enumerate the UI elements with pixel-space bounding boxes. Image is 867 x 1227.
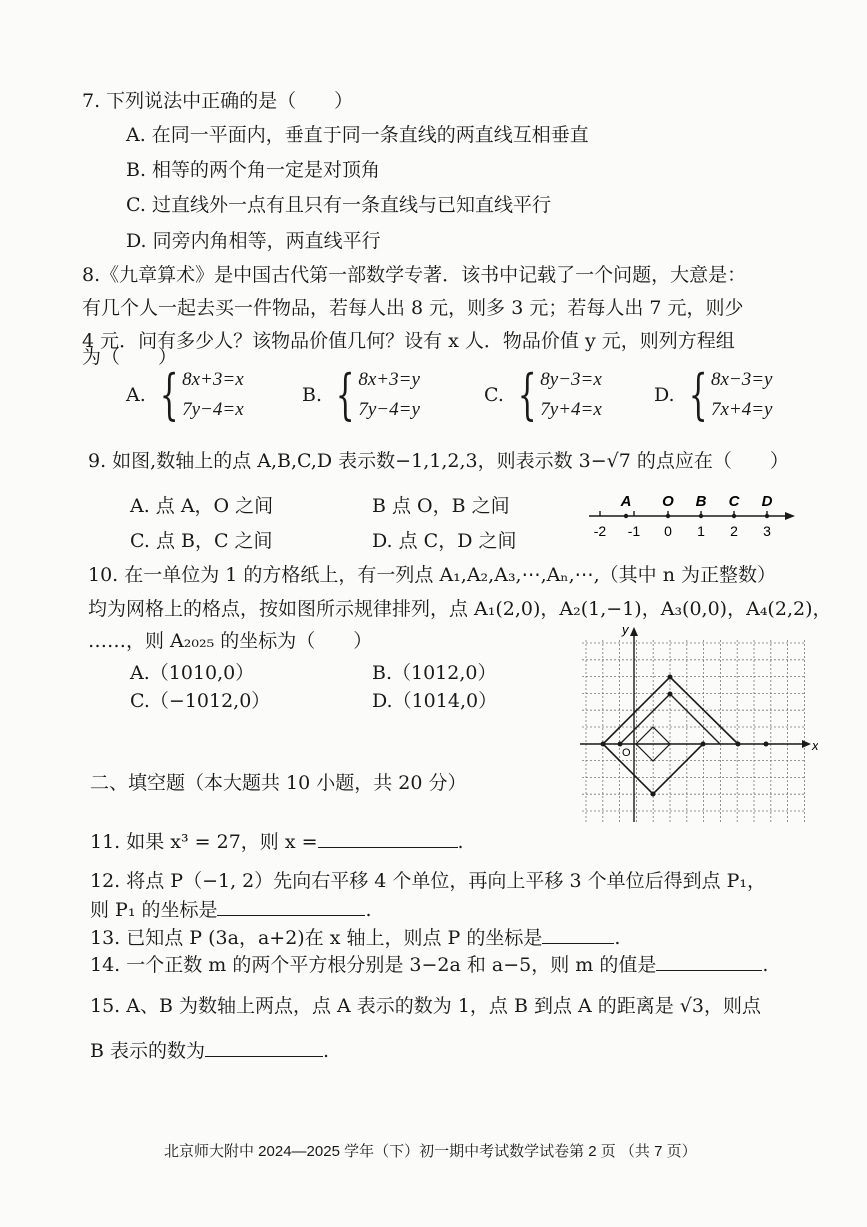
q8-option-a-eq1: 8x+3=x xyxy=(182,369,244,390)
tick-label: -1 xyxy=(627,523,641,539)
q8-option-b xyxy=(302,365,420,425)
q7-option-b: B. 相等的两个角一定是对顶角 xyxy=(126,159,381,181)
grid-point xyxy=(651,792,656,797)
q8-option-a-eq2: 7y−4=x xyxy=(182,399,244,420)
q11-end: . xyxy=(457,831,464,853)
q8-option-a-label: A. xyxy=(126,384,146,406)
x-axis-label: x xyxy=(812,738,818,753)
q11 xyxy=(90,827,464,854)
q8-line-3: 4 元．问有多少人？该物品价值几何？设有 x 人．物品价值 y 元，则列方程组 xyxy=(82,330,735,352)
q13-end: . xyxy=(614,927,621,949)
q7-option-c: C. 过直线外一点有且只有一条直线与已知直线平行 xyxy=(126,194,551,216)
q14-answer-blank[interactable] xyxy=(656,952,762,971)
grid-point xyxy=(764,742,769,747)
q12-line-1: 12. 将点 P（−1, 2）先向右平移 4 个单位，再向上平移 3 个单位后得到点 P₁， xyxy=(90,870,767,892)
q10-line-3: ……，则 A₂₀₂₅ 的坐标为（ ） xyxy=(88,630,373,652)
q7-option-a: A. 在同一平面内，垂直于同一条直线的两直线互相垂直 xyxy=(126,124,589,146)
q11-text: 11. 如果 x³ = 27，则 x = xyxy=(90,831,318,853)
brace-icon: { xyxy=(335,363,355,426)
q7-option-d: D. 同旁内角相等，两直线平行 xyxy=(126,230,381,252)
q8-option-c-label: C. xyxy=(484,384,504,406)
q8-option-c-eq2: 7y+4=x xyxy=(540,399,602,420)
q13-answer-blank[interactable] xyxy=(542,925,614,944)
q8-option-b-eq2: 7y−4=y xyxy=(358,399,420,420)
q8-option-d-label: D. xyxy=(654,384,675,406)
brace-icon: { xyxy=(517,363,537,426)
q8-option-b-label: B. xyxy=(302,384,323,406)
q8-option-d-eq1: 8x−3=y xyxy=(710,369,773,390)
q14 xyxy=(90,950,768,977)
arrow-right-icon xyxy=(785,512,795,520)
q8-line-2: 有几个人一起去买一件物品，若每人出 8 元，则多 3 元；若每人出 7 元，则少 xyxy=(82,297,744,319)
q9-option-b: B 点 O，B 之间 xyxy=(372,495,510,517)
q8-option-c-eq1: 8y−3=x xyxy=(540,369,602,390)
tick-label: -2 xyxy=(593,523,607,539)
q8-line-4: 为（ ） xyxy=(82,346,178,368)
section-title: 二、填空题（本大题共 10 小题，共 20 分） xyxy=(90,772,467,794)
q8-option-c xyxy=(484,365,602,425)
q12-line-2 xyxy=(90,895,372,922)
q14-end: . xyxy=(762,954,769,976)
q8-option-b-eq1: 8x+3=y xyxy=(358,369,420,390)
q10-option-a: A.（1010,0） xyxy=(130,662,255,684)
grid-point xyxy=(618,742,623,747)
tick-label: 1 xyxy=(697,523,705,539)
q13-text: 13. 已知点 P (3a，a+2)在 x 轴上，则点 P 的坐标是 xyxy=(90,927,543,949)
q8-option-d xyxy=(654,365,772,425)
q9-option-a: A. 点 A，O 之间 xyxy=(130,495,274,517)
arrow-up-icon xyxy=(630,627,638,636)
q7-stem: 7. 下列说法中正确的是（ ） xyxy=(82,90,354,112)
q12-text: 则 P₁ 的坐标是 xyxy=(90,899,218,921)
q9-option-d: D. 点 C，D 之间 xyxy=(372,530,517,552)
q15-answer-blank[interactable] xyxy=(205,1038,323,1057)
point-label-o: O xyxy=(662,493,674,510)
q9-stem: 9. 如图,数轴上的点 A,B,C,D 表示数−1,1,2,3，则表示数 3−√7 的点应在（ ） xyxy=(88,450,789,472)
number-line-figure xyxy=(585,488,800,544)
grid-point xyxy=(601,742,606,747)
q15-line-2 xyxy=(90,1036,329,1063)
brace-icon: { xyxy=(688,363,708,426)
q11-answer-blank[interactable] xyxy=(318,829,458,848)
arrow-right-icon xyxy=(802,740,811,748)
tick-label: 0 xyxy=(664,523,672,539)
q12-end: . xyxy=(365,899,372,921)
q9-option-c: C. 点 B，C 之间 xyxy=(130,530,273,552)
q15-end: . xyxy=(323,1040,330,1062)
point-label-a: A xyxy=(620,493,632,510)
q10-option-d: D.（1014,0） xyxy=(372,690,498,712)
point-label-d: D xyxy=(761,493,773,510)
q8-line-1: 8.《九章算术》是中国古代第一部数学专著．该书中记载了一个问题，大意是： xyxy=(82,264,747,286)
number-line-point xyxy=(732,514,736,518)
number-line-point xyxy=(699,514,703,518)
q15-line-1: 15. A、B 为数轴上两点，点 A 表示的数为 1，点 B 到点 A 的距离是 √3，则点 xyxy=(90,995,761,1017)
number-line-point xyxy=(666,514,670,518)
tick-label: 2 xyxy=(730,523,738,539)
number-line-point xyxy=(624,514,628,518)
q8-option-d-eq2: 7x+4=y xyxy=(710,399,773,420)
q10-line-2: 均为网格上的格点，按如图所示规律排列，点 A₁(2,0)，A₂(1,−1)，A₃(0,0)，A₄(2,2)， xyxy=(88,598,832,620)
q10-option-b: B.（1012,0） xyxy=(372,662,497,684)
q13 xyxy=(90,923,620,950)
page-footer: 北京师大附中 2024—2025 学年（下）初一期中考试数学试卷第 2 页 （共 7 页） xyxy=(164,1143,697,1160)
grid-point xyxy=(701,742,706,747)
q14-text: 14. 一个正数 m 的两个平方根分别是 3−2a 和 a−5，则 m 的值是 xyxy=(90,954,657,976)
tick-label: 3 xyxy=(763,523,771,539)
grid-point xyxy=(736,742,741,747)
q10-option-c: C.（−1012,0） xyxy=(130,690,271,712)
origin-label: O xyxy=(622,747,631,759)
point-label-c: C xyxy=(728,493,740,510)
y-axis-label: y xyxy=(622,622,629,637)
q12-answer-blank[interactable] xyxy=(217,897,365,916)
grid-point xyxy=(668,692,673,697)
q8-option-a xyxy=(126,365,244,425)
point-label-b: B xyxy=(695,493,707,510)
number-line-point xyxy=(765,514,769,518)
grid-figure xyxy=(578,622,818,827)
brace-icon: { xyxy=(159,363,179,426)
q10-line-1: 10. 在一单位为 1 的方格纸上，有一列点 A₁,A₂,A₃,⋯,Aₙ,⋯,（其中 n 为正整数） xyxy=(88,564,776,586)
q15-text: B 表示的数为 xyxy=(90,1040,206,1062)
grid-point xyxy=(668,675,673,680)
